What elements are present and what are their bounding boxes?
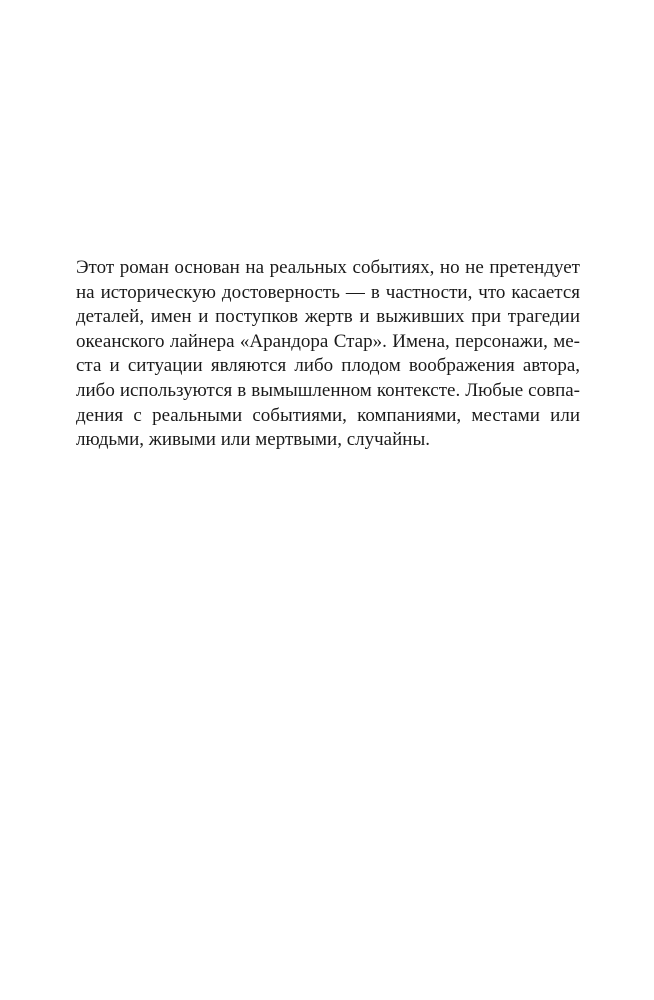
disclaimer-line-1: Этот роман основан на реальных событиях, но не претендует [76, 257, 580, 278]
disclaimer-line-4: океанского лайнера «Арандора Стар». Имена, персонажи, ме- [76, 330, 580, 352]
disclaimer-line-8: людьми, живыми или мертвыми, случайны. [76, 429, 430, 451]
disclaimer-line-3: деталей, имен и поступков жертв и выживших при трагедии [76, 306, 580, 328]
disclaimer-line-2: на историческую достоверность — в частности, что касается [76, 281, 580, 303]
disclaimer-paragraph [76, 256, 580, 453]
disclaimer-line-7: дения с реальными событиями, компаниями, местами или [76, 404, 580, 426]
disclaimer-line-5: ста и ситуации являются либо плодом воображения автора, [76, 355, 580, 377]
disclaimer-line-6: либо используются в вымышленном контексте. Любые совпа- [76, 379, 580, 401]
